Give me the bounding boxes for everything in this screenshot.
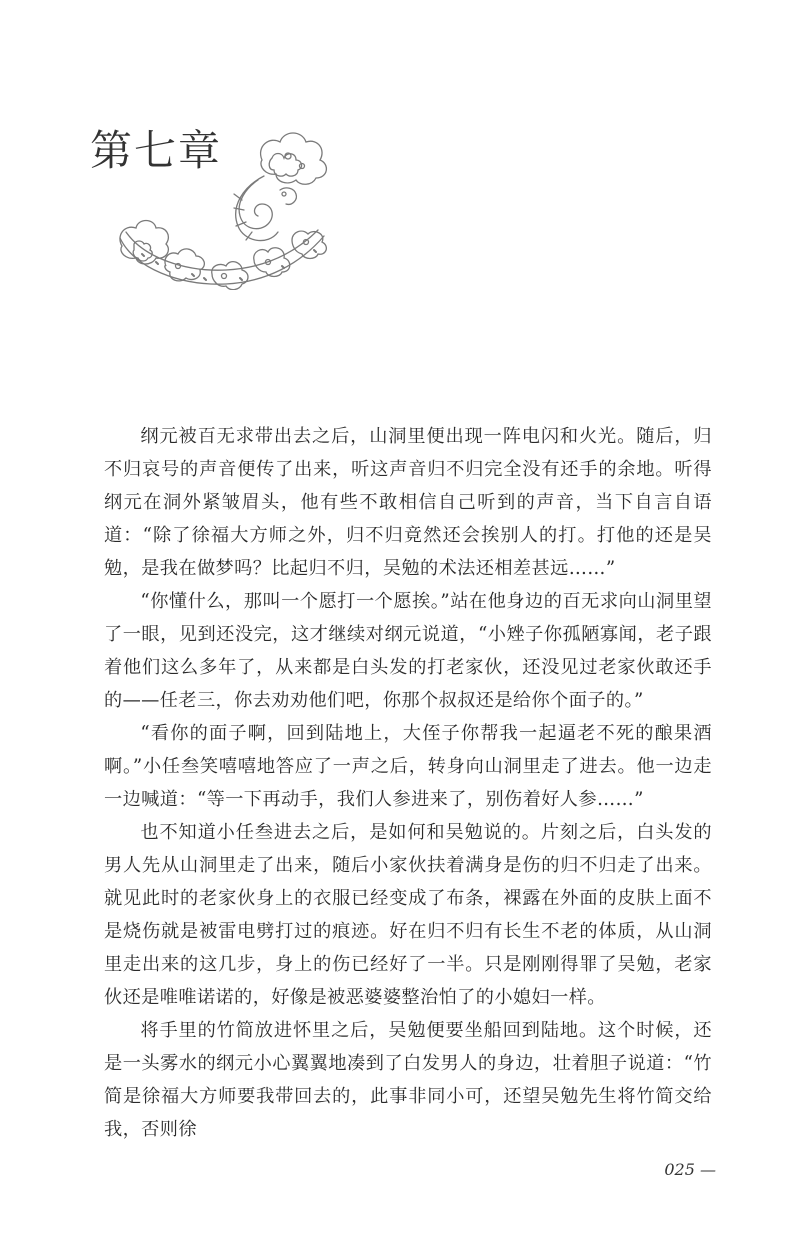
chapter-body [104, 420, 712, 1146]
page-number: 025 — [664, 1160, 716, 1179]
paragraph: 纲元被百无求带出去之后，山洞里便出现一阵电闪和火光。随后，归不归哀号的声音便传了出来，听这声音归不归完全没有还手的余地。听得纲元在洞外紧皱眉头，他有些不敢相信自己听到的声音，当下自言自语道：“除了徐福大方师之外，归不归竟然还会挨别人的打。打他的还是吴勉，是我在做梦吗？比起归不归，吴勉的术法还相差甚远……” [104, 426, 712, 579]
paragraph: “看你的面子啊，回到陆地上，大侄子你帮我一起逼老不死的酿果酒啊。”小任叁笑嘻嘻地答应了一声之后，转身向山洞里走了进去。他一边走一边喊道：“等一下再动手，我们人参进来了，别伤着好人参……” [104, 723, 712, 810]
paragraph: 也不知道小任叁进去之后，是如何和吴勉说的。片刻之后，白头发的男人先从山洞里走了出来，随后小家伙扶着满身是伤的归不归走了出来。就见此时的老家伙身上的衣服已经变成了布条，裸露在外面的皮肤上面不是烧伤就是被雷电劈打过的痕迹。好在归不归有长生不老的体质，从山洞里走出来的这几步，身上的伤已经好了一半。只是刚刚得罪了吴勉，老家伙还是唯唯诺诺的，好像是被恶婆婆整治怕了的小媳妇一样。 [104, 822, 712, 1008]
paragraph: 将手里的竹简放进怀里之后，吴勉便要坐船回到陆地。这个时候，还是一头雾水的纲元小心翼翼地凑到了白发男人的身边，壮着胆子说道：“竹简是徐福大方师要我带回去的，此事非同小可，还望吴勉先生将竹简交给我，否则徐 [104, 1020, 712, 1140]
cloud-dragon-ornament-icon [112, 120, 334, 290]
chapter-title: 第七章 [90, 126, 223, 175]
paragraph: “你懂什么，那叫一个愿打一个愿挨。”站在他身边的百无求向山洞里望了一眼，见到还没完，这才继续对纲元说道，“小矬子你孤陋寡闻，老子跟着他们这么多年了，从来都是白头发的打老家伙，还没见过老家伙敢还手的——任老三，你去劝劝他们吧，你那个叔叔还是给你个面子的。” [104, 591, 712, 711]
